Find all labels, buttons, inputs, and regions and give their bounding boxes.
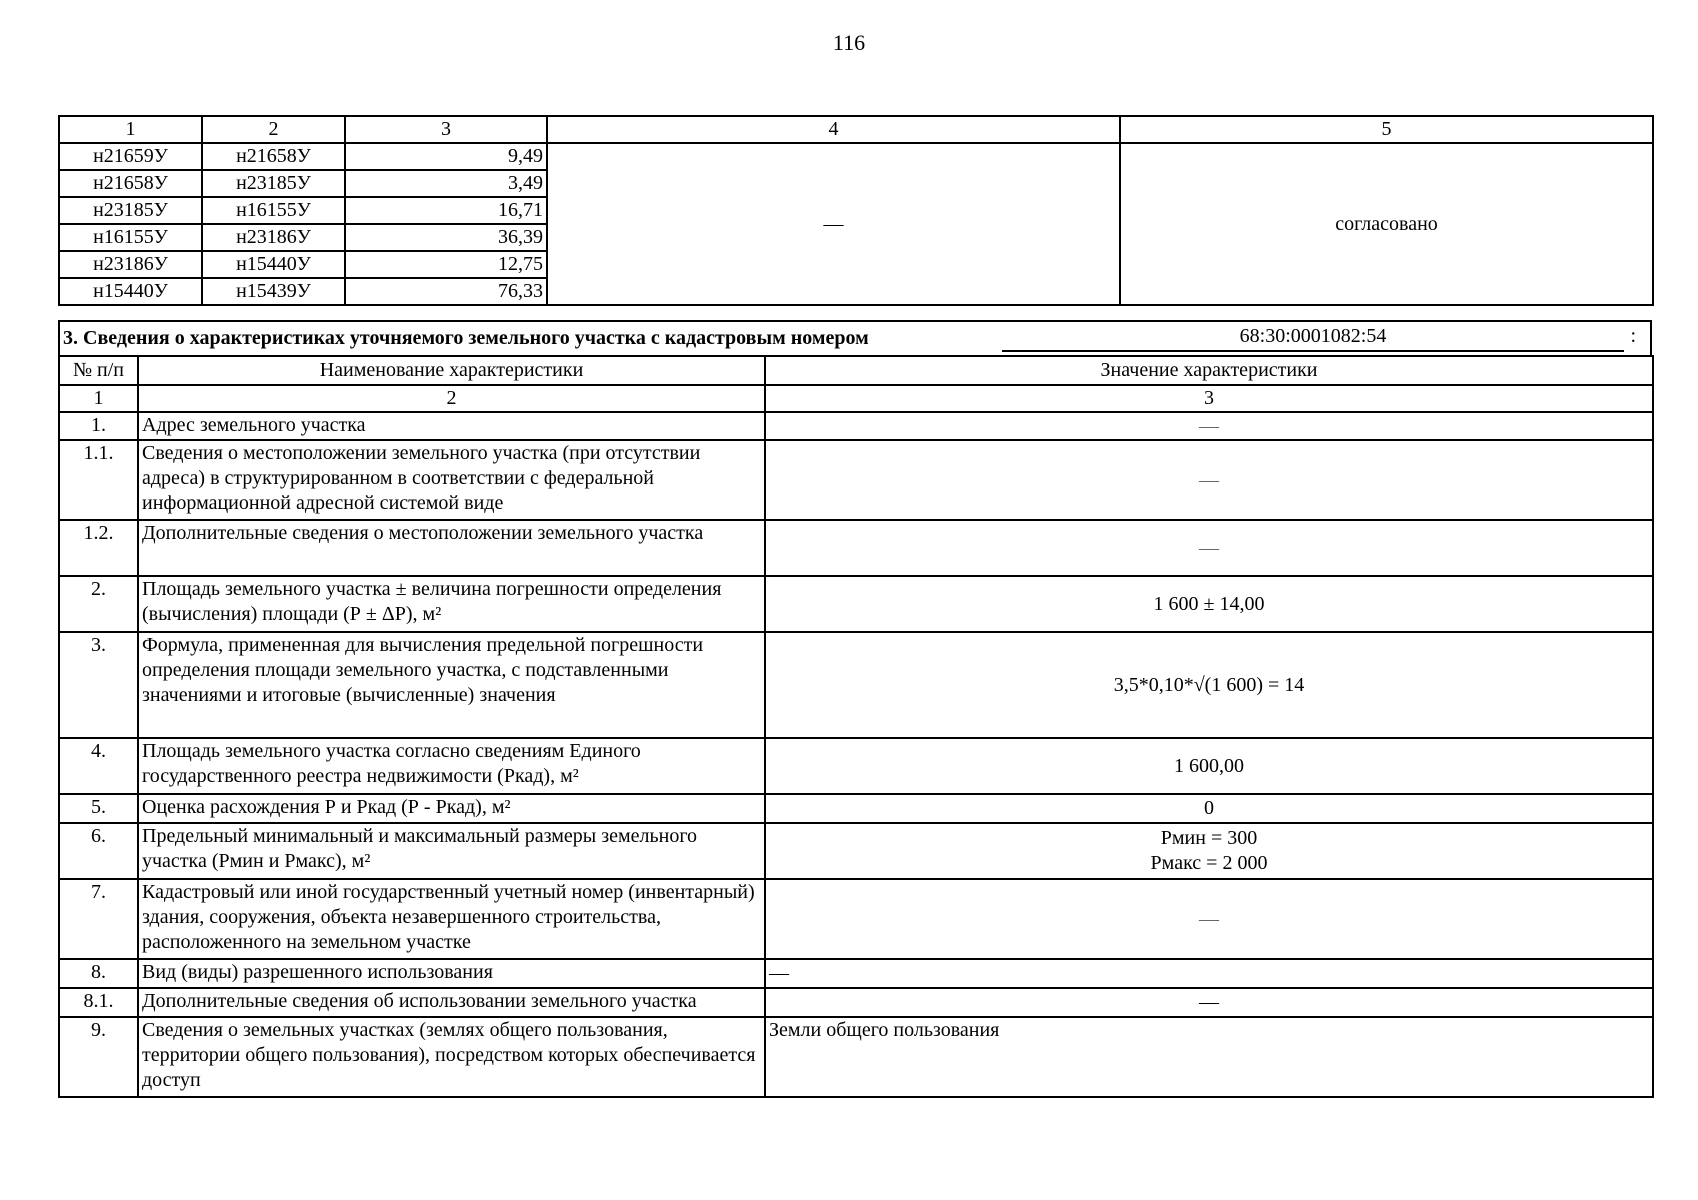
point-from: н21658У <box>59 170 202 197</box>
section-title-cell <box>59 321 1651 356</box>
column-header: 5 <box>1120 116 1653 143</box>
row-number: 8.1. <box>59 988 138 1017</box>
characteristic-value: 1 600 ± 14,00 <box>765 576 1653 632</box>
characteristics-table <box>58 355 1654 1098</box>
characteristic-value: — <box>765 879 1653 959</box>
segment-length: 76,33 <box>345 278 547 305</box>
characteristic-value: — <box>765 520 1653 576</box>
characteristic-value: 1 600,00 <box>765 738 1653 794</box>
point-to: н23185У <box>202 170 345 197</box>
characteristic-name: Адрес земельного участка <box>138 412 765 440</box>
characteristic-name: Сведения о земельных участках (землях общего пользования, территории общего пользования), посредством которых обеспечивается доступ <box>138 1017 765 1097</box>
point-from: н23185У <box>59 197 202 224</box>
table-row <box>59 959 1653 988</box>
min-size-value: Рмин = 300 <box>1160 827 1258 849</box>
table-row <box>59 143 1653 170</box>
table-row <box>59 576 1653 632</box>
table-row <box>59 632 1653 738</box>
max-size-value: Рмакс = 2 000 <box>1150 852 1268 874</box>
column-header: 4 <box>547 116 1120 143</box>
point-to: н16155У <box>202 197 345 224</box>
table-row <box>59 738 1653 794</box>
column-header: Наименование характеристики <box>138 356 765 385</box>
row-number: 4. <box>59 738 138 794</box>
column-number: 2 <box>138 385 765 412</box>
point-from: н16155У <box>59 224 202 251</box>
table-row <box>59 794 1653 823</box>
row-number: 1.2. <box>59 520 138 576</box>
column-header: 2 <box>202 116 345 143</box>
page-number: 116 <box>832 30 866 55</box>
boundary-segments-table <box>58 115 1654 306</box>
characteristic-name: Площадь земельного участка ± величина погрешности определения (вычисления) площади (Р ± ΔР), м² <box>138 576 765 632</box>
row-number: 1. <box>59 412 138 440</box>
characteristic-name: Дополнительные сведения об использовании земельного участка <box>138 988 765 1017</box>
table-row <box>59 412 1653 440</box>
row-number: 1.1. <box>59 440 138 520</box>
characteristic-name: Формула, примененная для вычисления предельной погрешности определения площади земельного участка, с подставленными значениями и итоговые (вычисленные) значения <box>138 632 765 738</box>
point-from: н23186У <box>59 251 202 278</box>
row-number: 6. <box>59 823 138 879</box>
row-number: 3. <box>59 632 138 738</box>
column-header: 3 <box>345 116 547 143</box>
characteristic-name: Площадь земельного участка согласно сведениям Единого государственного реестра недвижимости (Ркад), м² <box>138 738 765 794</box>
characteristic-value: — <box>765 412 1653 440</box>
point-from: н15440У <box>59 278 202 305</box>
column-header: № п/п <box>59 356 138 385</box>
column-number-row <box>59 385 1653 412</box>
characteristic-name: Вид (виды) разрешенного использования <box>138 959 765 988</box>
characteristic-name: Сведения о местоположении земельного участка (при отсутствии адреса) в структурированном в соответствии с федеральной информационной адресной системой виде <box>138 440 765 520</box>
characteristic-value: — <box>765 959 1653 988</box>
section-title: 3. Сведения о характеристиках уточняемого земельного участка с кадастровым номером <box>63 327 869 349</box>
characteristic-value <box>765 823 1653 879</box>
table-row <box>59 440 1653 520</box>
approval-status: согласовано <box>1120 143 1653 305</box>
table-row <box>59 988 1653 1017</box>
segment-length: 36,39 <box>345 224 547 251</box>
column-header: Значение характеристики <box>765 356 1653 385</box>
table-row <box>59 823 1653 879</box>
segment-length: 9,49 <box>345 143 547 170</box>
characteristic-value: Земли общего пользования <box>765 1017 1653 1097</box>
characteristic-name: Кадастровый или иной государственный учетный номер (инвентарный) здания, сооружения, объекта незавершенного строительства, расположенного на земельном участке <box>138 879 765 959</box>
table-row <box>59 879 1653 959</box>
row-number: 5. <box>59 794 138 823</box>
cadastral-number: 68:30:0001082:54 <box>1002 324 1624 352</box>
row-number: 2. <box>59 576 138 632</box>
row-number: 8. <box>59 959 138 988</box>
segment-length: 3,49 <box>345 170 547 197</box>
point-to: н23186У <box>202 224 345 251</box>
point-to: н15439У <box>202 278 345 305</box>
table-row <box>59 1017 1653 1097</box>
description-cell: — <box>547 143 1120 305</box>
characteristic-value: 0 <box>765 794 1653 823</box>
segment-length: 12,75 <box>345 251 547 278</box>
characteristic-name: Дополнительные сведения о местоположении земельного участка <box>138 520 765 576</box>
characteristic-value: — <box>765 988 1653 1017</box>
table-row <box>59 520 1653 576</box>
row-number: 7. <box>59 879 138 959</box>
title-colon: : <box>1630 325 1636 347</box>
section-title-table <box>58 320 1652 357</box>
characteristic-value: 3,5*0,10*√(1 600) = 14 <box>765 632 1653 738</box>
point-to: н15440У <box>202 251 345 278</box>
column-header: 1 <box>59 116 202 143</box>
characteristic-value: — <box>765 440 1653 520</box>
point-to: н21658У <box>202 143 345 170</box>
table-header-row <box>59 116 1653 143</box>
point-from: н21659У <box>59 143 202 170</box>
characteristic-name: Оценка расхождения Р и Ркад (Р - Ркад), м² <box>138 794 765 823</box>
row-number: 9. <box>59 1017 138 1097</box>
characteristic-name: Предельный минимальный и максимальный размеры земельного участка (Рмин и Рмакс), м² <box>138 823 765 879</box>
table-header-row <box>59 356 1653 385</box>
column-number: 3 <box>765 385 1653 412</box>
segment-length: 16,71 <box>345 197 547 224</box>
column-number: 1 <box>59 385 138 412</box>
